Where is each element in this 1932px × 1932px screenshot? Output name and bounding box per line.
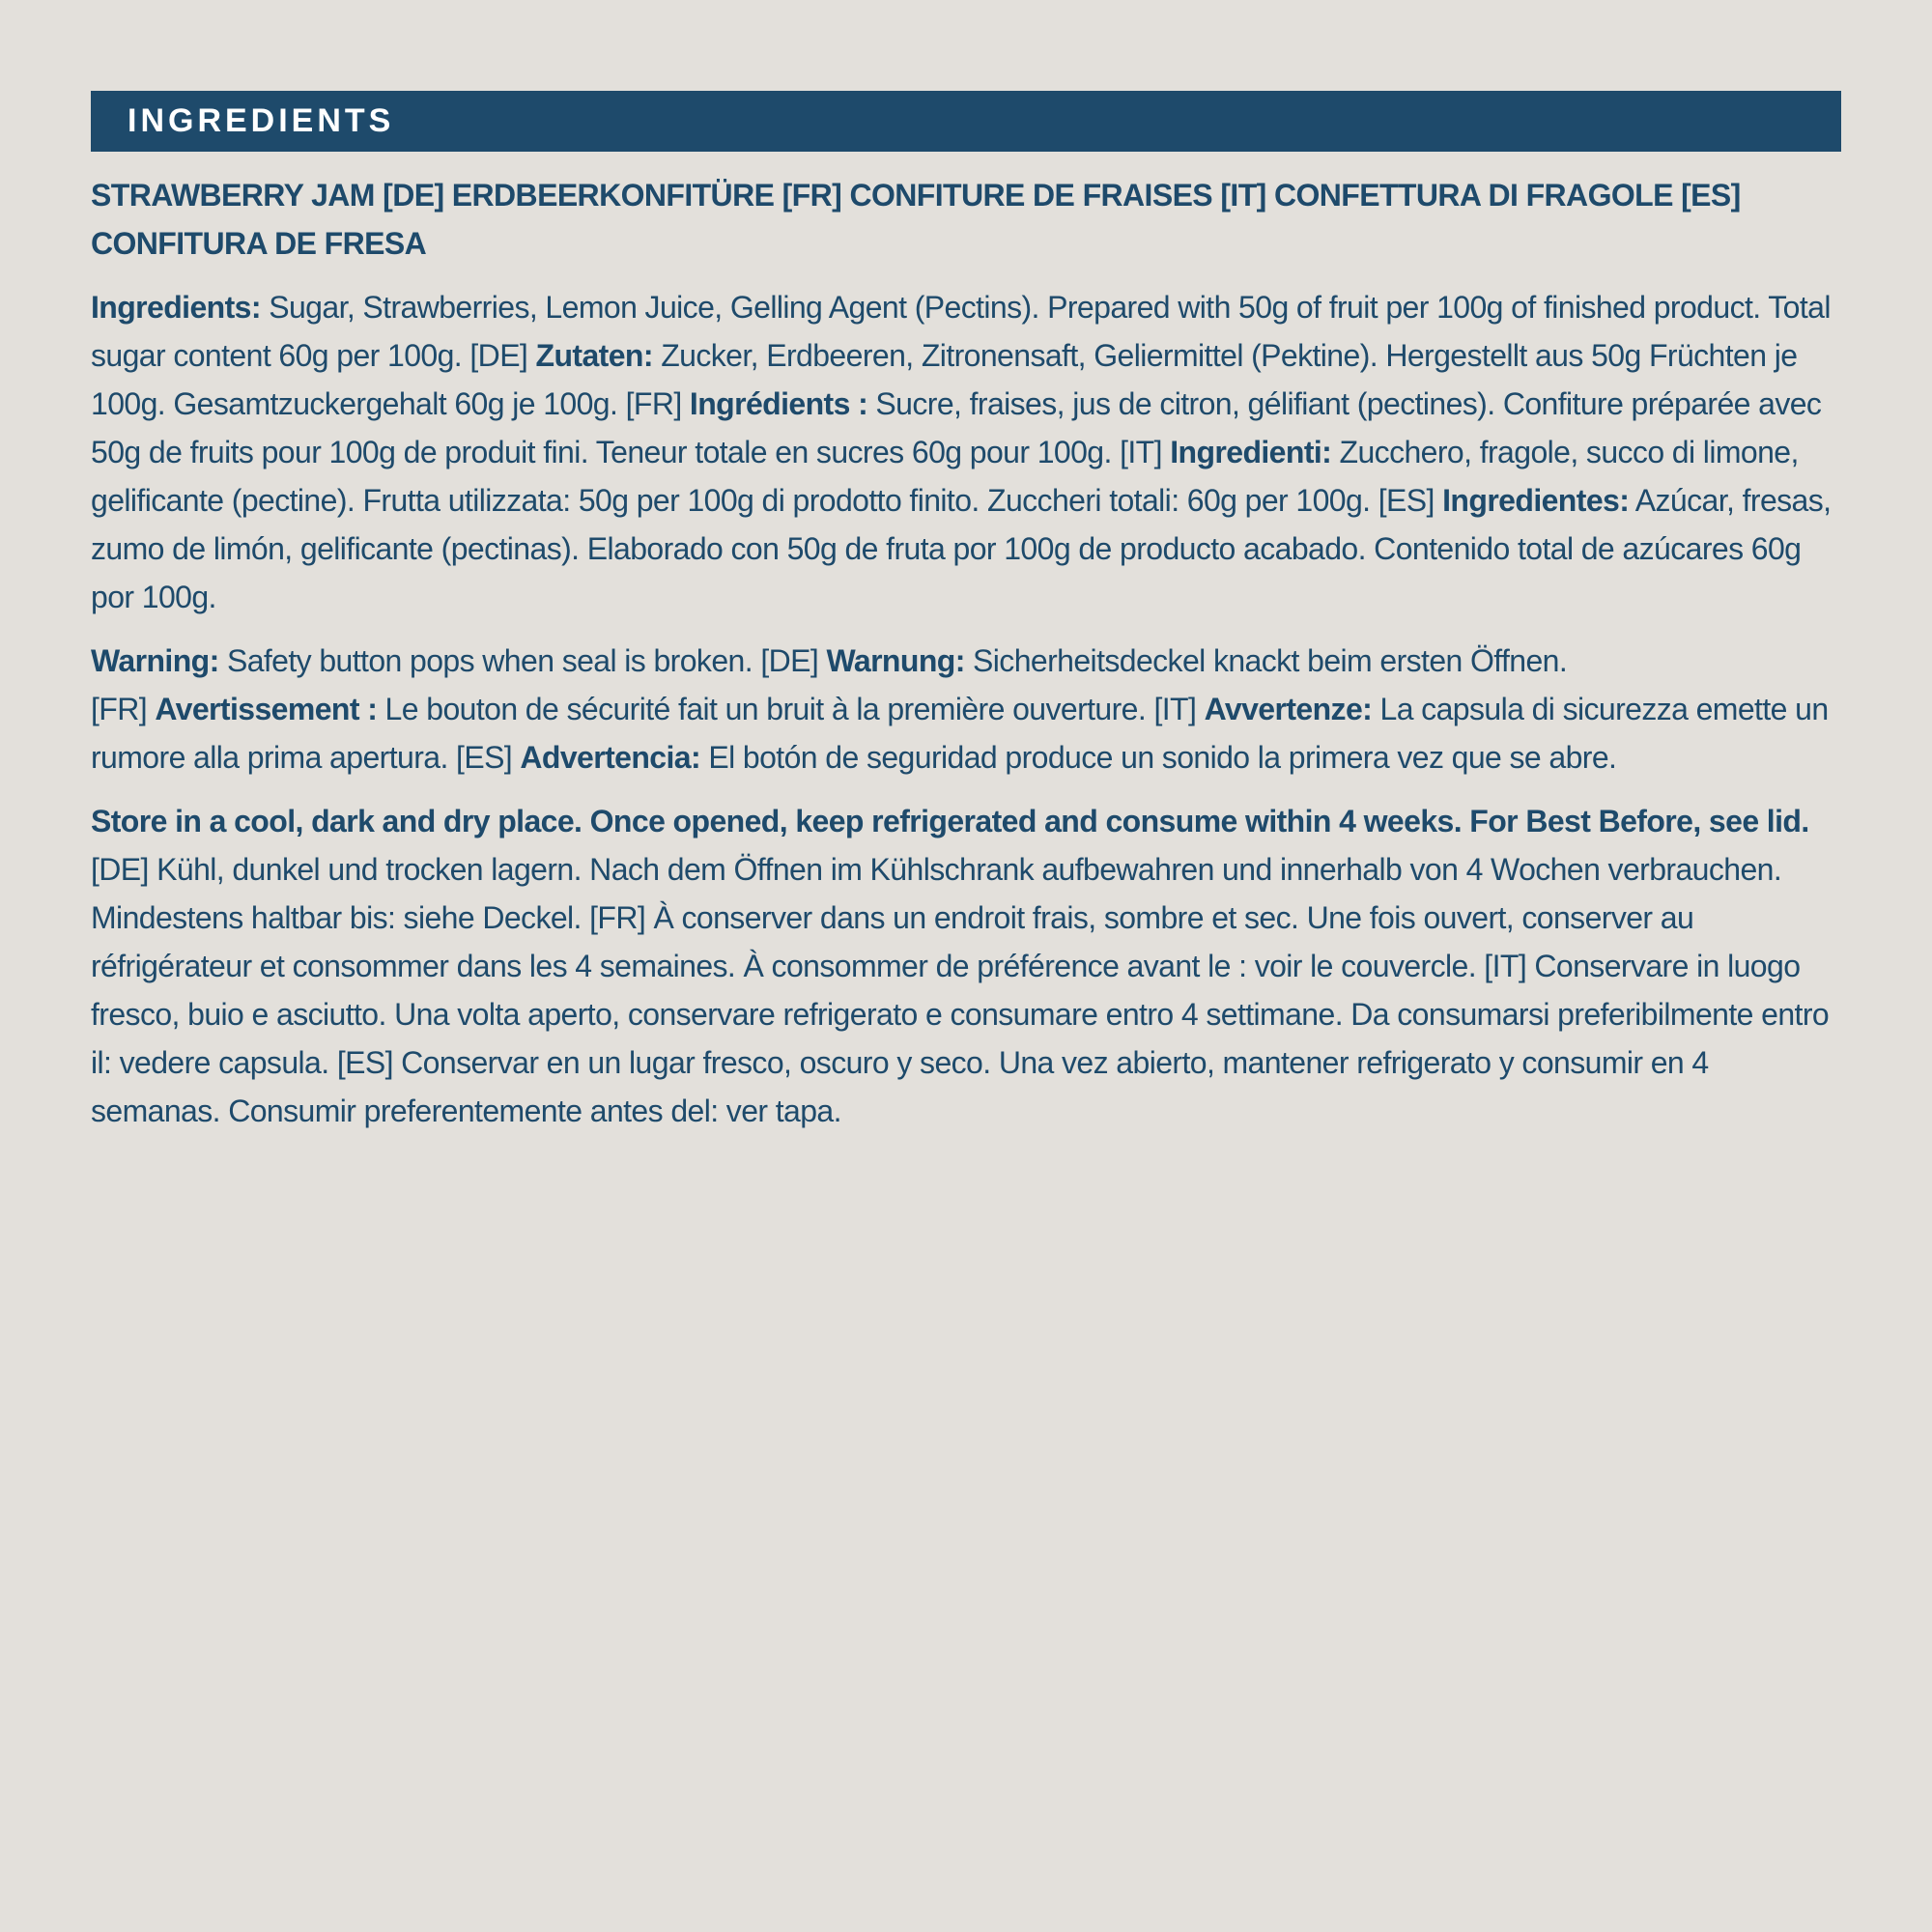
storage-text-en: Store in a cool, dark and dry place. Once opened, keep refrigerated and consume within 4 weeks. For Best Before, see lid. [91, 804, 1809, 838]
warning-text-it: La capsula di sicurezza emette un rumore alla prima apertura. [91, 692, 1829, 775]
warning-label-fr: Avertissement : [155, 692, 378, 726]
header-bar [91, 91, 1841, 152]
warning-tag-es: [ES] [456, 740, 521, 775]
ingredients-paragraph [91, 283, 1841, 621]
ingredients-label-it: Ingredienti: [1170, 435, 1332, 469]
warning-text-fr: Le bouton de sécurité fait un bruit à la première ouverture. [377, 692, 1154, 726]
warning-paragraph [91, 637, 1841, 781]
ingredients-text-es: Azúcar, fresas, zumo de limón, gelificante (pectinas). Elaborado con 50g de fruta por 100g de producto acabado. Contenido total de azúcares 60g por 100g. [91, 483, 1832, 614]
ingredients-label-de: Zutaten: [535, 338, 653, 373]
header-title: INGREDIENTS [128, 102, 395, 139]
ingredients-text-it: Zucchero, fragole, succo di limone, gelificante (pectine). Frutta utilizzata: 50g per 100g di prodotto finito. Zuccheri totali: 60g per 100g. [91, 435, 1799, 518]
warning-text-es: El botón de seguridad produce un sonido la primera vez que se abre. [700, 740, 1617, 775]
warning-label-en: Warning: [91, 643, 219, 678]
ingredients-text-de: Zucker, Erdbeeren, Zitronensaft, Geliermittel (Pektine). Hergestellt aus 50g Früchten je 100g. Gesamtzuckergehalt 60g je 100g. [91, 338, 1798, 421]
lang-tag-fr: [FR] [625, 386, 690, 421]
warning-tag-it: [IT] [1153, 692, 1205, 726]
warning-label-it: Avvertenze: [1204, 692, 1373, 726]
lang-tag-it: [IT] [1120, 435, 1171, 469]
storage-paragraph [91, 797, 1841, 1135]
warning-text-de: Sicherheitsdeckel knackt beim ersten Öffnen. [964, 643, 1568, 678]
product-title: STRAWBERRY JAM [DE] ERDBEERKONFITÜRE [FR] CONFITURE DE FRAISES [IT] CONFETTURA DI FRAGOLE [ES] CONFITURA DE FRESA [91, 178, 1741, 261]
ingredients-text-en: Sugar, Strawberries, Lemon Juice, Gelling Agent (Pectins). Prepared with 50g of fruit per 100g of finished product. Total sugar content 60g per 100g. [91, 290, 1831, 373]
warning-label-es: Advertencia: [520, 740, 701, 775]
warning-text-en: Safety button pops when seal is broken. [218, 643, 761, 678]
ingredients-label-es: Ingredientes: [1442, 483, 1630, 518]
ingredients-panel [91, 91, 1841, 1135]
warning-tag-de: [DE] [760, 643, 827, 678]
ingredients-label-fr: Ingrédients : [689, 386, 868, 421]
warning-label-de: Warnung: [826, 643, 965, 678]
lang-tag-es: [ES] [1378, 483, 1443, 518]
lang-tag-de: [DE] [469, 338, 536, 373]
warning-tag-fr: [FR] [91, 692, 156, 726]
ingredients-label-en: Ingredients: [91, 290, 261, 325]
storage-text-translations: [DE] Kühl, dunkel und trocken lagern. Nach dem Öffnen im Kühlschrank aufbewahren und innerhalb von 4 Wochen verbrauchen. Mindestens haltbar bis: siehe Deckel. [FR] À conserver dans un endroit frais, sombre et sec. Une fois ouvert, conserver au réfrigérateur et consommer dans les 4 semaines. À consommer de préférence avant le : voir le couvercle. [IT] Conservare in luogo fresco, buio e asciutto. Una volta aperto, conservare refrigerato e consumare entro 4 settimane. Da consumarsi preferibilmente entro il: vedere capsula. [ES] Conservar en un lugar fresco, oscuro y seco. Una vez abierto, mantener refrigerato y consumir en 4 semanas. Consumir preferentemente antes del: ver tapa. [91, 852, 1830, 1128]
ingredients-text-fr: Sucre, fraises, jus de citron, gélifiant (pectines). Confiture préparée avec 50g de fruits pour 100g de produit fini. Teneur totale en sucres 60g pour 100g. [91, 386, 1822, 469]
